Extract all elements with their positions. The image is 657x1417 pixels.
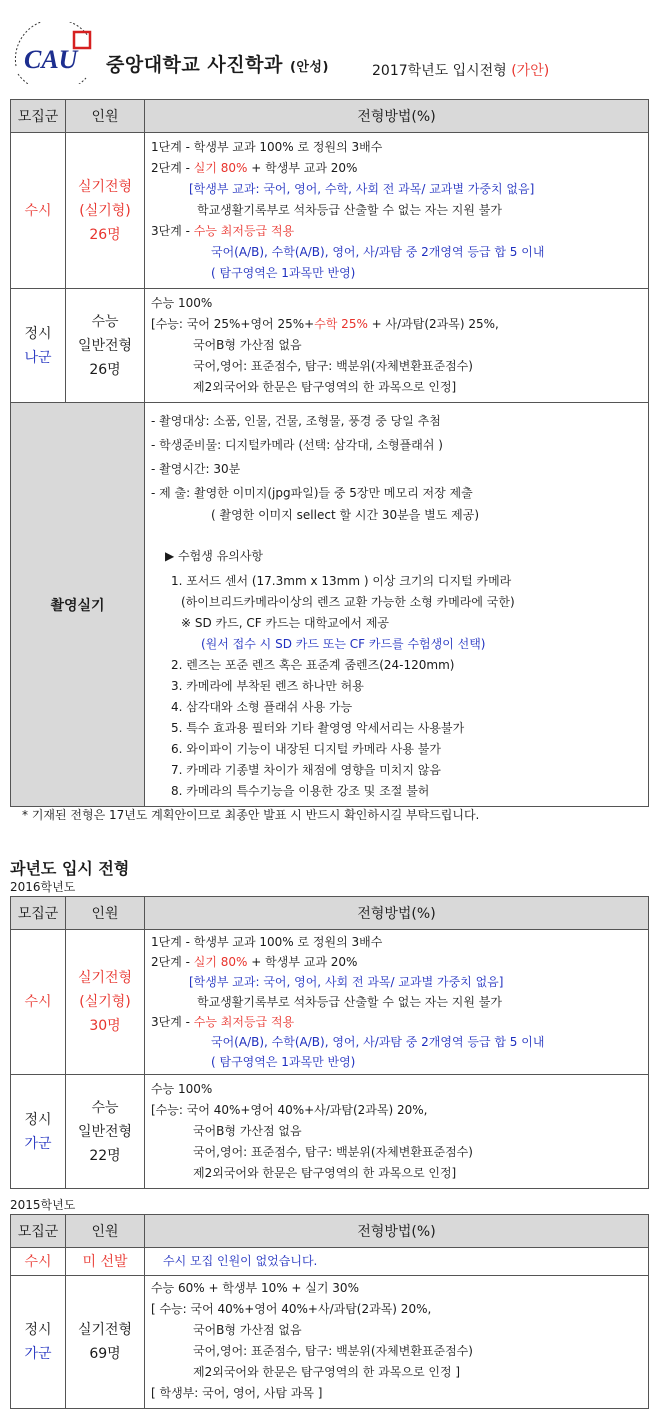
table-row bbox=[11, 1276, 649, 1409]
method-line: [ 학생부: 국어, 영어, 사탐 과목 ] bbox=[151, 1386, 323, 1400]
stage3-criteria: 국어(A/B), 수학(A/B), 영어, 사/과탐 중 2개영역 등급 합 5 이내 bbox=[211, 1035, 545, 1049]
method-line: [ 수능: 국어 40%+영어 40%+사/과탐(2과목) 20%, bbox=[151, 1302, 432, 1316]
method-line: 수시 모집 인원이 없었습니다. bbox=[163, 1254, 318, 1268]
notice-item: 8. 카메라의 특수기능을 이용한 강조 및 조절 불허 bbox=[171, 784, 430, 798]
type-cell: 미 선발 bbox=[66, 1248, 145, 1276]
notice-item: 2. 렌즈는 포준 렌즈 혹은 표준계 줌렌즈(24-120mm) bbox=[171, 658, 455, 672]
method-line: 국어B형 가산점 없음 bbox=[193, 1124, 302, 1138]
stage3-note: ( 탐구영역은 1과목만 반영) bbox=[211, 1055, 356, 1069]
group-cell: 수시 bbox=[11, 930, 66, 1075]
method-line: [수능: 국어 40%+영어 40%+사/과탐(2과목) 20%, bbox=[151, 1103, 428, 1117]
method-line: 제2외국어와 한문은 탐구영역의 한 과목으로 인정] bbox=[193, 380, 457, 394]
type-line: (실기형) bbox=[79, 202, 131, 219]
type-cell bbox=[66, 289, 145, 403]
count-value: 26명 bbox=[89, 361, 121, 378]
admission-year bbox=[372, 60, 549, 80]
method-cell bbox=[145, 1075, 649, 1189]
count-value: 26명 bbox=[89, 226, 121, 243]
method-line: 수능 100% bbox=[151, 296, 213, 310]
count-value: 22명 bbox=[89, 1147, 121, 1164]
table-row bbox=[11, 930, 649, 1075]
col-header-group: 모집군 bbox=[11, 1215, 66, 1248]
year-label-2015: 2015학년도 bbox=[10, 1198, 76, 1212]
stage1-text: 1단계 - 학생부 교과 100% 로 정원의 3배수 bbox=[151, 140, 383, 154]
stage3-criteria: 국어(A/B), 수학(A/B), 영어, 사/과탐 중 2개영역 등급 합 5 이내 bbox=[211, 245, 545, 259]
notice-item: 5. 특수 효과용 필터와 기타 촬영영 악세서리는 사용불가 bbox=[171, 721, 465, 735]
method-cell bbox=[145, 930, 649, 1075]
notice-item: 4. 삼각대와 소형 플래쉬 사용 가능 bbox=[171, 700, 353, 714]
stage3-min: 수능 최저등급 적용 bbox=[193, 224, 295, 238]
method-line: 제2외국어와 한문은 탐구영역의 한 과목으로 인정 ] bbox=[193, 1365, 461, 1379]
type-cell bbox=[66, 1075, 145, 1189]
col-header-group: 모집군 bbox=[11, 100, 66, 133]
group-line: 정시 bbox=[24, 1322, 52, 1338]
table-row bbox=[11, 1075, 649, 1189]
past-admissions-title: 과년도 입시 전형 bbox=[10, 859, 130, 878]
method-line: 국어,영어: 표준점수, 탐구: 백분위(자체변환표준점수) bbox=[193, 1145, 473, 1159]
notice-item: (하이브리드카메라이상의 렌즈 교환 가능한 소형 카메라에 국한) bbox=[181, 595, 515, 609]
table-header-row bbox=[11, 100, 649, 133]
method-line: 수능 100% bbox=[151, 1082, 213, 1096]
group-cell bbox=[11, 1276, 66, 1409]
method-cell bbox=[145, 133, 649, 289]
stage2-subjects: [학생부 교과: 국어, 영어, 수학, 사회 전 과목/ 교과별 가중치 없음] bbox=[189, 182, 535, 196]
type-line: 실기전형 bbox=[77, 178, 133, 195]
method-cell bbox=[145, 1276, 649, 1409]
practical-label: 촬영실기 bbox=[11, 403, 145, 807]
stage2-label: 2단계 - bbox=[151, 955, 194, 969]
method-line: 수능 60% + 학생부 10% + 실기 30% bbox=[151, 1281, 359, 1295]
col-header-count: 인원 bbox=[66, 100, 145, 133]
group-line: 가군 bbox=[24, 1346, 52, 1362]
plan-notice: * 기재된 전형은 17년도 계획안이므로 최종안 발표 시 반드시 확인하시길 부탁드립니다. bbox=[22, 808, 480, 822]
practical-item: - 촬영대상: 소품, 인물, 건물, 조형물, 풍경 중 당일 추첨 bbox=[151, 414, 441, 428]
stage2-subjects: [학생부 교과: 국어, 영어, 사회 전 과목/ 교과별 가중치 없음] bbox=[189, 975, 504, 989]
group-cell bbox=[11, 1075, 66, 1189]
practical-item: - 제 출: 촬영한 이미지(jpg파일)들 중 5장만 메모리 저장 제출 bbox=[151, 486, 473, 500]
type-cell bbox=[66, 133, 145, 289]
group-cell bbox=[11, 289, 66, 403]
stage3-label: 3단계 - bbox=[151, 224, 194, 238]
type-cell bbox=[66, 1276, 145, 1409]
admission-table-2015 bbox=[10, 1214, 649, 1409]
notice-item: 7. 카메라 기종별 차이가 채점에 영향을 미치지 않음 bbox=[171, 763, 441, 777]
type-line: 일반전형 bbox=[77, 337, 133, 354]
group-cell: 수시 bbox=[11, 133, 66, 289]
table-row bbox=[11, 289, 649, 403]
group-line: 정시 bbox=[24, 1111, 52, 1128]
col-header-method: 전형방법(%) bbox=[145, 897, 649, 930]
type-cell bbox=[66, 930, 145, 1075]
type-line: (실기형) bbox=[79, 994, 131, 1010]
count-value: 69명 bbox=[89, 1346, 121, 1362]
stage3-min: 수능 최저등급 적용 bbox=[193, 1015, 295, 1029]
col-header-count: 인원 bbox=[66, 1215, 145, 1248]
group-cell: 수시 bbox=[11, 1248, 66, 1276]
method-line: 제2외국어와 한문은 탐구영역의 한 과목으로 인정] bbox=[193, 1166, 457, 1180]
logo-text: CAU bbox=[24, 45, 78, 74]
notice-item: 6. 와이파이 기능이 내장된 디지털 카메라 사용 불가 bbox=[171, 742, 441, 756]
stage2-practical: 실기 80% bbox=[193, 955, 248, 969]
table-row bbox=[11, 403, 649, 807]
group-line: 정시 bbox=[24, 325, 52, 342]
stage2-rest: + 학생부 교과 20% bbox=[247, 161, 358, 175]
col-header-method: 전형방법(%) bbox=[145, 1215, 649, 1248]
page-title bbox=[106, 50, 329, 77]
notice-item: 1. 포서드 센서 (17.3mm x 13mm ) 이상 크기의 디지털 카메라 bbox=[171, 574, 512, 588]
table-row bbox=[11, 133, 649, 289]
admission-table-2017 bbox=[10, 99, 649, 807]
stage2-rest: + 학생부 교과 20% bbox=[247, 955, 358, 969]
practical-cell bbox=[145, 403, 649, 807]
stage2-note: 학교생활기록부로 석차등급 산출할 수 없는 자는 지원 불가 bbox=[197, 995, 502, 1009]
col-header-group: 모집군 bbox=[11, 897, 66, 930]
stage2-line bbox=[151, 952, 648, 972]
stage1-text: 1단계 - 학생부 교과 100% 로 정원의 3배수 bbox=[151, 935, 383, 949]
method-cell bbox=[145, 1248, 649, 1276]
stage3-line bbox=[151, 221, 648, 242]
type-line: 실기전형 bbox=[77, 1322, 133, 1338]
table-header-row bbox=[11, 897, 649, 930]
campus-label: (안성) bbox=[289, 60, 329, 75]
notice-item: (원서 접수 시 SD 카드 또는 CF 카드를 수험생이 선택) bbox=[201, 637, 486, 651]
stage3-label: 3단계 - bbox=[151, 1015, 194, 1029]
plan-tag: (가안) bbox=[511, 63, 550, 79]
method-line: 국어,영어: 표준점수, 탐구: 백분위(자체변환표준점수) bbox=[193, 1344, 473, 1358]
stage2-note: 학교생활기록부로 석차등급 산출할 수 없는 자는 지원 불가 bbox=[197, 203, 502, 217]
ratio-math: 수학 25% bbox=[314, 317, 368, 331]
notice-title: ▶ 수험생 유의사항 bbox=[165, 549, 264, 563]
ratio-a: [수능: 국어 25%+영어 25%+ bbox=[151, 317, 315, 331]
group-line: 가군 bbox=[24, 1135, 52, 1152]
group-line: 나군 bbox=[24, 349, 52, 366]
col-header-method: 전형방법(%) bbox=[145, 100, 649, 133]
year-label-2016: 2016학년도 bbox=[10, 880, 76, 894]
notice-list bbox=[151, 571, 648, 802]
table-row bbox=[11, 1248, 649, 1276]
stage2-line bbox=[151, 158, 648, 179]
practical-item: - 학생준비물: 디지털카메라 (선택: 삼각대, 소형플래쉬 ) bbox=[151, 438, 443, 452]
type-line: 실기전형 bbox=[77, 970, 133, 986]
table-header-row bbox=[11, 1215, 649, 1248]
notice-item: 3. 카메라에 부착된 렌즈 하나만 허용 bbox=[171, 679, 364, 693]
method-line: 국어B형 가산점 없음 bbox=[193, 1323, 302, 1337]
practical-item: ( 촬영한 이미지 sellect 할 시간 30분을 별도 제공) bbox=[211, 508, 480, 522]
method-line: 국어,영어: 표준점수, 탐구: 백분위(자체변환표준점수) bbox=[193, 359, 473, 373]
stage3-line bbox=[151, 1012, 648, 1032]
university-logo bbox=[8, 22, 104, 84]
notice-item: ※ SD 카드, CF 카드는 대학교에서 제공 bbox=[181, 616, 389, 630]
title-text: 중앙대학교 사진학과 bbox=[106, 54, 283, 76]
type-line: 수능 bbox=[91, 313, 119, 330]
ratio-c: + 사/과탐(2과목) 25%, bbox=[367, 317, 499, 331]
stage2-practical: 실기 80% bbox=[193, 161, 248, 175]
method-line bbox=[151, 314, 648, 335]
practical-item: - 촬영시간: 30분 bbox=[151, 462, 241, 476]
count-value: 30명 bbox=[89, 1018, 121, 1034]
col-header-count: 인원 bbox=[66, 897, 145, 930]
method-line: 국어B형 가산점 없음 bbox=[193, 338, 302, 352]
type-line: 일반전형 bbox=[77, 1123, 133, 1140]
type-line: 수능 bbox=[91, 1099, 119, 1116]
method-cell bbox=[145, 289, 649, 403]
stage3-note: ( 탐구영역은 1과목만 반영) bbox=[211, 266, 356, 280]
admission-table-2016 bbox=[10, 896, 649, 1189]
year-text: 2017학년도 입시전형 bbox=[372, 63, 507, 79]
stage2-label: 2단계 - bbox=[151, 161, 194, 175]
